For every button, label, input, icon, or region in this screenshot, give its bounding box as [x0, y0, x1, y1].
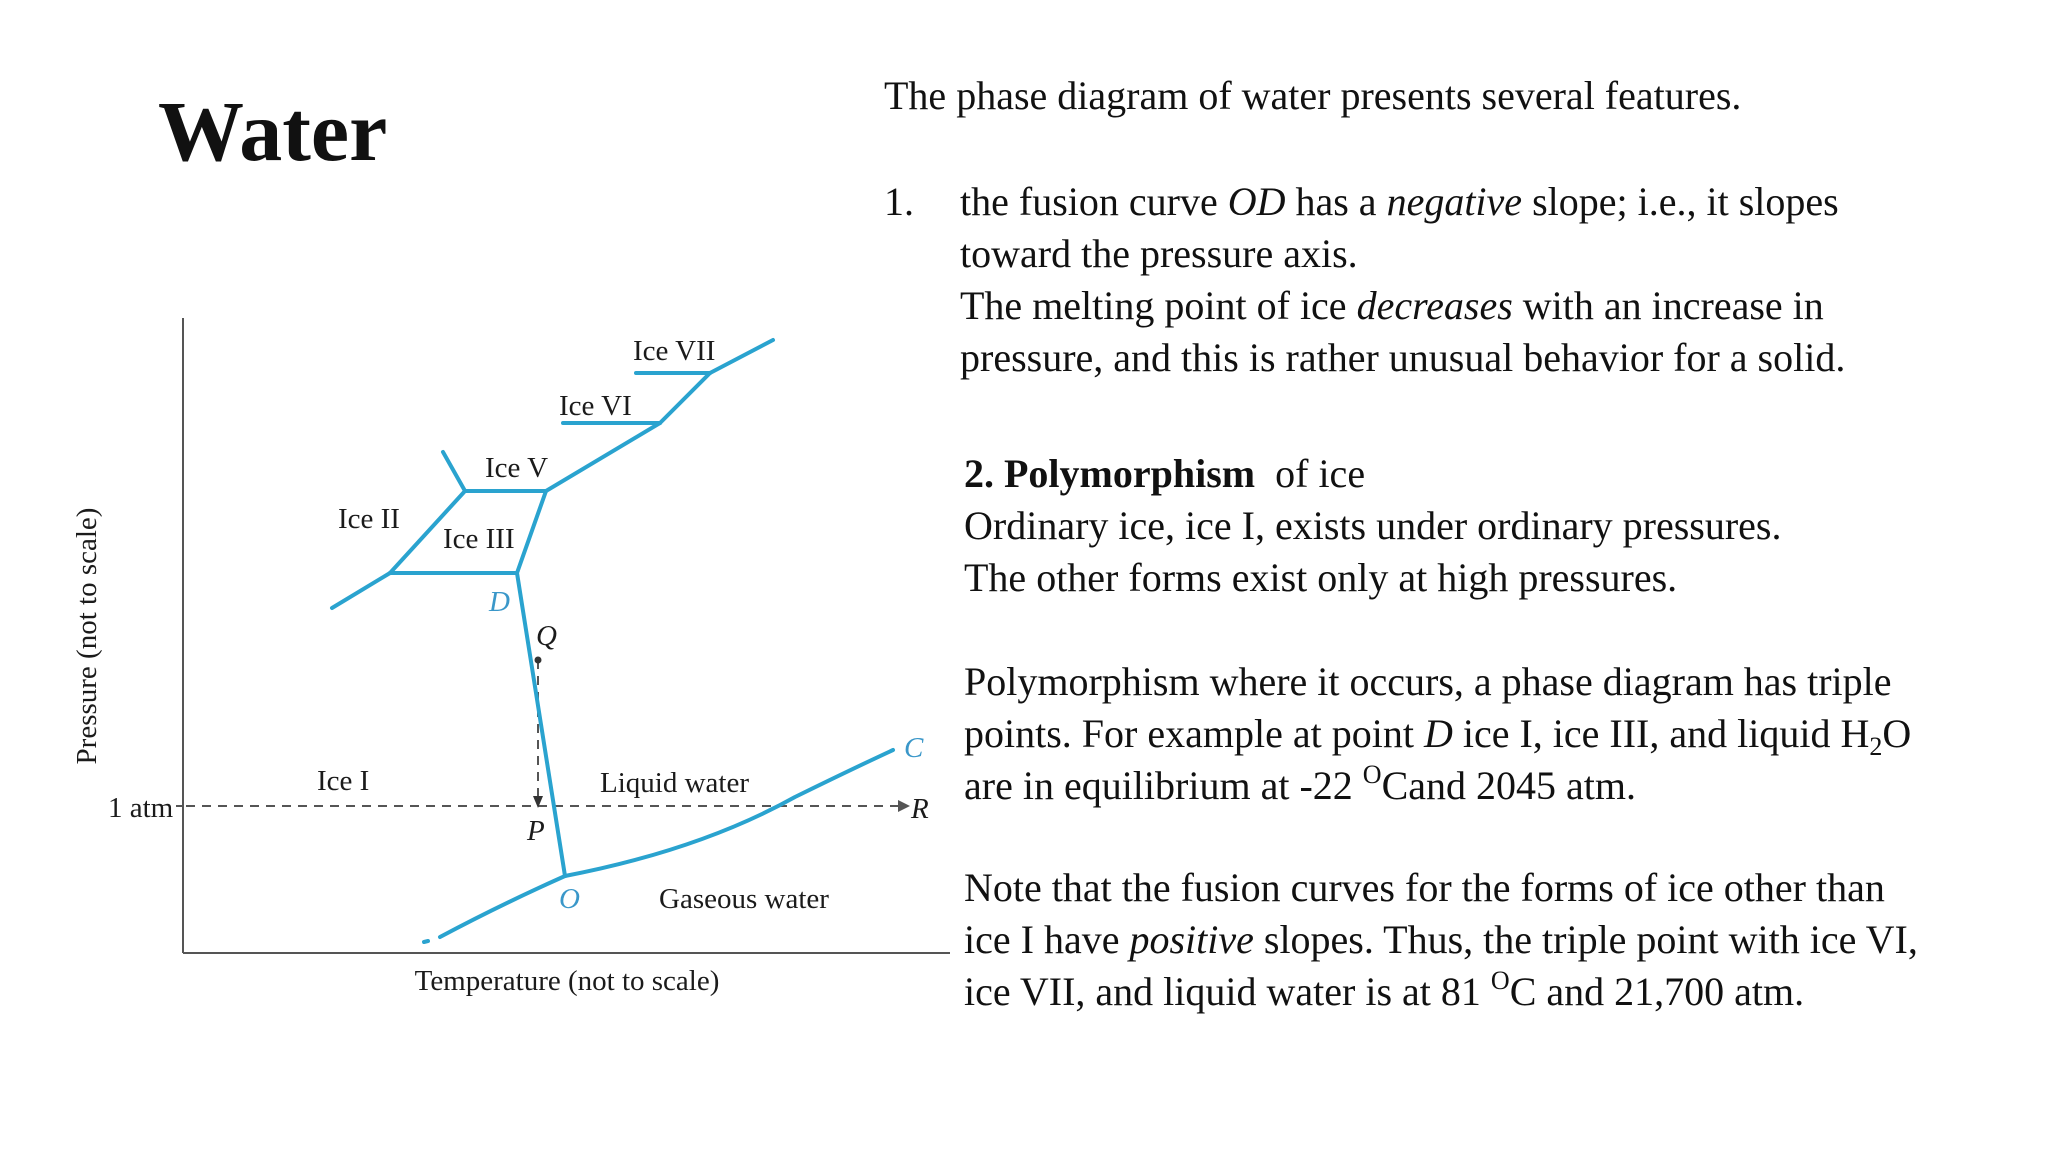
sublimation-curve-dash: [424, 941, 428, 942]
ice-vi-liquid-curve: [660, 373, 710, 423]
item2-line2: The other forms exist only at high pressures.: [964, 555, 1678, 600]
region-ice-vi: Ice VI: [559, 390, 632, 422]
region-liquid-water: Liquid water: [600, 767, 749, 799]
item1-number: 1.: [884, 179, 914, 224]
poly-line1: Polymorphism where it occurs, a phase diagram has triple: [964, 659, 1892, 704]
point-p-label: P: [527, 815, 545, 847]
slide-title: Water: [158, 83, 388, 179]
y-axis-label: Pressure (not to scale): [71, 507, 103, 765]
intro-text: [884, 70, 2014, 122]
region-ice-i: Ice I: [317, 765, 370, 797]
polymorphism-example: [964, 656, 2024, 812]
item1-line2: toward the pressure axis.: [960, 231, 1358, 276]
point-d-label: D: [489, 586, 510, 618]
item2-heading: 2. Polymorphism of ice: [964, 451, 1366, 496]
item2-line1: Ordinary ice, ice I, exists under ordinary pressures.: [964, 503, 1782, 548]
one-atm-label: 1 atm: [108, 792, 174, 824]
phase-diagram: [0, 0, 960, 1040]
fusion-note: [964, 862, 2024, 1018]
point-r-label: R: [911, 793, 929, 825]
item1-body: [960, 176, 2020, 384]
intro-line: The phase diagram of water presents several features.: [884, 73, 1742, 118]
region-ice-iii: Ice III: [443, 523, 515, 555]
point-c-label: C: [904, 732, 924, 764]
ice-ii-lower-boundary: [332, 573, 390, 608]
region-ice-vii: Ice VII: [633, 335, 716, 367]
polymorphism-section: [964, 448, 2024, 604]
poly-line3: are in equilibrium at -22 $^O$Cand 2045 atm.: [964, 760, 1636, 808]
region-ice-ii: Ice II: [338, 503, 400, 535]
item1-line1: the fusion curve OD has a negative slope; i.e., it slopes: [960, 179, 1839, 224]
point-o-label: O: [559, 883, 580, 915]
ice-ii-upper-boundary: [443, 452, 465, 491]
arrow-r-head: [898, 800, 910, 812]
note-line1: Note that the fusion curves for the forms of ice other than: [964, 865, 1885, 910]
note-line2: ice I have positive slopes. Thus, the triple point with ice VI,: [964, 917, 1918, 962]
region-gaseous-water: Gaseous water: [659, 883, 829, 915]
point-q-label: Q: [536, 620, 557, 652]
poly-line2: points. For example at point D ice I, ice III, and liquid $H_2O$: [964, 711, 1912, 761]
ice-v-ice-vi-liquid-curve: [546, 423, 660, 491]
x-axis-label: Temperature (not to scale): [414, 965, 720, 997]
note-line3: ice VII, and liquid water is at 81 $^O$C and 21,700 atm.: [964, 966, 1805, 1014]
point-q-dot: [535, 657, 542, 664]
ice-iii-liquid-boundary: [517, 491, 546, 573]
item1-line3: The melting point of ice decreases with an increase in: [960, 283, 1824, 328]
item1-line4: pressure, and this is rather unusual behavior for a solid.: [960, 335, 1846, 380]
sublimation-curve: [440, 876, 565, 937]
ice-vii-liquid-curve: [710, 340, 773, 373]
region-ice-v: Ice V: [485, 452, 549, 484]
